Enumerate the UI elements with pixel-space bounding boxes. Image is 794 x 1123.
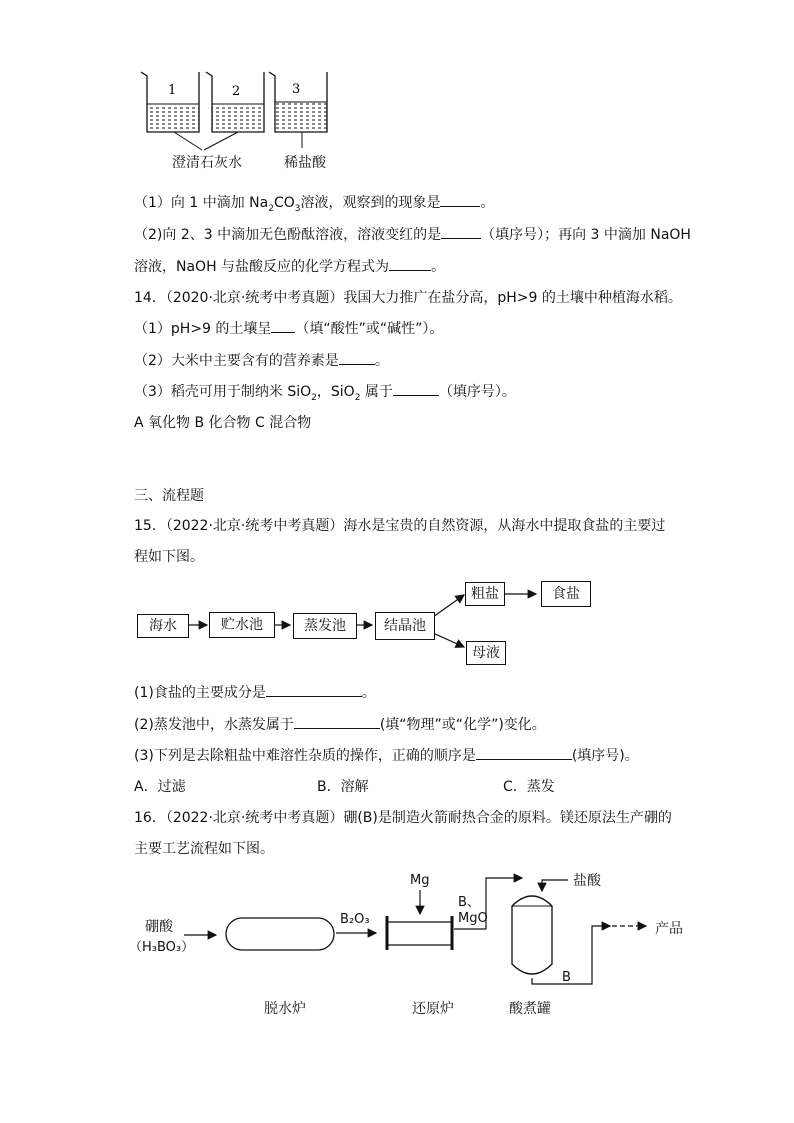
q15-part1-blank[interactable]	[266, 682, 362, 697]
flow-crystallization-pool: 结晶池	[375, 612, 435, 640]
q13-part2	[134, 224, 691, 244]
q14-part1-blank[interactable]	[271, 318, 295, 333]
label-product: 产品	[655, 921, 683, 937]
q13-part2-line2	[134, 256, 445, 276]
section-heading: 三、流程题	[134, 488, 204, 504]
label-boric-acid: 硼酸	[145, 919, 173, 935]
flow-evaporation-pool: 蒸发池	[293, 613, 357, 639]
q13-part1-mid: CO	[273, 195, 295, 211]
q13-part2-line2-end: 。	[431, 259, 446, 275]
label-mgo: MgO	[458, 911, 488, 926]
q15-part3-post: (填序号)。	[571, 748, 639, 764]
flow-crude-salt: 粗盐	[465, 582, 505, 606]
label-acid-tank: 酸煮罐	[509, 1001, 551, 1017]
label-reduction-furnace: 还原炉	[412, 1001, 454, 1017]
leader-line-1	[174, 132, 202, 150]
q15-part2-post: (填“物理”或“化学”)变化。	[379, 717, 546, 733]
q16-stem-line1: 16．（2022·北京·统考中考真题）硼(B)是制造火箭耐热合金的原料。镁还原法生产硼的	[134, 810, 672, 826]
q14-part3-post: （填序号）。	[438, 384, 516, 400]
acid-tank-shape	[512, 896, 552, 974]
q13-part2-pre: （2)向 2、3 中滴加无色酚酞溶液，溶液变红的是	[134, 227, 442, 243]
q14-part1-pre: （1）pH>9 的土壤呈	[134, 321, 272, 337]
q14-part3-blank[interactable]	[393, 381, 439, 396]
q13-part1-post: 溶液，观察到的现象是	[300, 195, 441, 211]
flow-storage-pool: 贮水池	[209, 612, 275, 638]
reduction-furnace-shape	[387, 916, 452, 950]
q15-option-b: B．溶解	[317, 779, 369, 795]
q15-part1-pre: (1)食盐的主要成分是	[134, 685, 266, 701]
dehydration-furnace-shape	[226, 918, 334, 950]
q13-part1-sub1: 2	[268, 203, 274, 214]
q14-part1	[134, 318, 443, 338]
q14-part2-pre: （2）大米中主要含有的营养素是	[134, 353, 339, 369]
beaker-1-number: 1	[168, 83, 177, 98]
label-b: B	[562, 970, 571, 985]
q14-part1-post: （填“酸性”或“碱性”）。	[295, 321, 444, 337]
beaker-1	[141, 72, 199, 132]
q14-part3-mid2: 属于	[360, 384, 393, 400]
q15-part3-blank[interactable]	[476, 745, 572, 760]
q13-part1-blank[interactable]	[440, 192, 480, 207]
flow-mother-liquor: 母液	[466, 641, 506, 665]
q14-options: A 氧化物 B 化合物 C 混合物	[134, 415, 312, 431]
q13-part2-blank-1[interactable]	[441, 224, 481, 239]
q15-part2-pre: (2)蒸发池中，水蒸发属于	[134, 717, 294, 733]
beaker-2-number: 2	[232, 84, 241, 99]
q13-part2-blank-2[interactable]	[389, 256, 431, 271]
q13-part2-mid: （填序号）；再向 3 中滴加 NaOH	[481, 227, 691, 243]
q14-part3-pre: （3）稻壳可用于制纳米 SiO	[134, 384, 312, 400]
q15-stem-line1: 15．（2022·北京·统考中考真题）海水是宝贵的自然资源，从海水中提取食盐的主要过	[134, 518, 666, 534]
q14-part3-mid: ，SiO	[316, 384, 355, 400]
beaker-3-number: 3	[292, 82, 301, 97]
q13-part1	[134, 192, 494, 214]
leader-line-2	[204, 132, 238, 150]
q13-part1-end: 。	[480, 195, 495, 211]
q15-part2	[134, 714, 546, 734]
label-b2o3: B₂O₃	[340, 912, 370, 927]
q15-option-a: A．过滤	[134, 779, 186, 795]
q15-stem-line2: 程如下图。	[134, 549, 204, 565]
q15-part2-blank[interactable]	[294, 714, 380, 729]
label-hydrochloric-acid: 盐酸	[573, 873, 601, 889]
label-dilute-hcl: 稀盐酸	[284, 155, 326, 171]
q15-part3-pre: (3)下列是去除粗盐中难溶性杂质的操作，正确的顺序是	[134, 748, 476, 764]
q15-option-c: C．蒸发	[503, 779, 555, 795]
q14-part3	[134, 381, 516, 403]
q14-part2-blank[interactable]	[339, 350, 375, 365]
q14-stem: 14．（2020·北京·统考中考真题）我国大力推广在盐分高，pH>9 的土壤中种植海水稻。	[134, 290, 682, 306]
q15-part1	[134, 682, 376, 702]
label-boric-acid-formula: （H₃BO₃）	[129, 940, 195, 955]
q14-part2-end: 。	[374, 353, 389, 369]
q13-part1-sub2: 3	[294, 203, 301, 214]
q14-part3-sub2: 2	[354, 392, 361, 403]
q15-part1-end: 。	[361, 685, 376, 701]
flow-table-salt: 食盐	[541, 581, 591, 607]
q15-part3	[134, 745, 639, 765]
label-dehydration-furnace: 脱水炉	[264, 1001, 306, 1017]
flow-seawater: 海水	[137, 614, 189, 638]
beaker-2	[206, 72, 264, 132]
label-mg: Mg	[410, 873, 430, 888]
q16-stem-line2: 主要工艺流程如下图。	[134, 841, 274, 857]
beaker-3	[269, 72, 327, 132]
label-b-comma: B、	[458, 895, 480, 910]
q13-part1-pre: （1）向 1 中滴加 Na	[134, 195, 269, 211]
label-limewater: 澄清石灰水	[172, 155, 242, 171]
q15-flow-arrows	[130, 575, 600, 675]
q13-part2-line2-pre: 溶液，NaOH 与盐酸反应的化学方程式为	[134, 259, 390, 275]
q16-process-diagram	[130, 866, 690, 1026]
q14-part3-sub1: 2	[311, 392, 317, 403]
q14-part2	[134, 350, 389, 370]
